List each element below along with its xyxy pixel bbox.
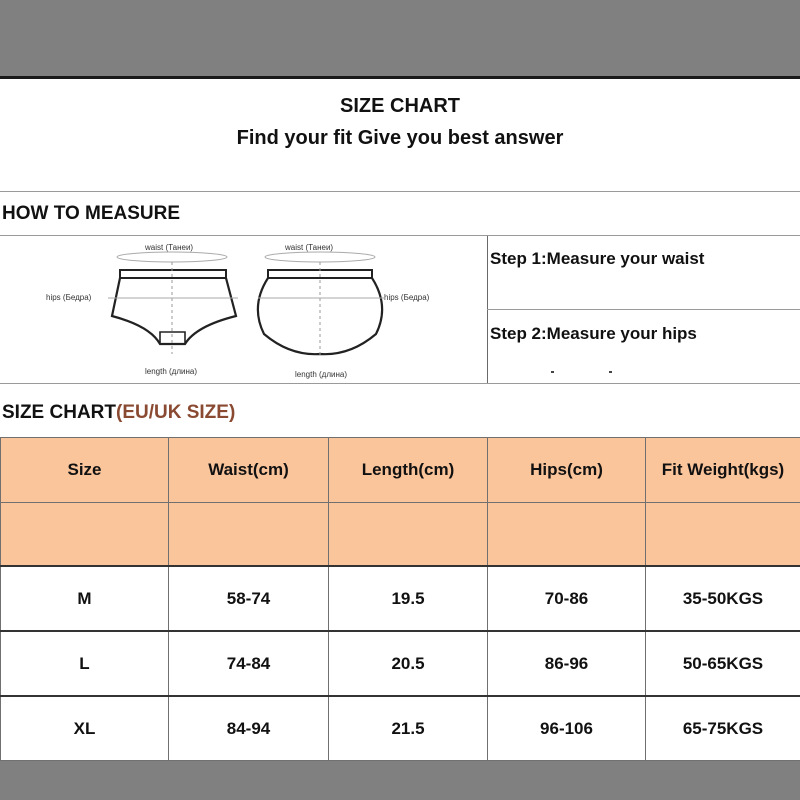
table-header-row — [1, 438, 800, 503]
cell-hips: 96-106 — [488, 696, 646, 761]
cell-size: M — [1, 566, 169, 631]
divider — [0, 383, 800, 384]
cell-waist: 84-94 — [169, 696, 329, 761]
cell-hips: 70-86 — [488, 566, 646, 631]
cell-size: XL — [1, 696, 169, 761]
cell-size: L — [1, 631, 169, 696]
brief-front-icon — [108, 252, 238, 354]
length-label-front: length (длина) — [145, 367, 198, 376]
cell-length: 21.5 — [329, 696, 488, 761]
waist-label-back: waist (Танеи) — [285, 243, 334, 252]
page-title: SIZE CHART — [340, 95, 460, 117]
step-1-text: Step 1:Measure your waist — [490, 249, 705, 268]
waist-label-front: waist (Танеи) — [145, 243, 194, 252]
measure-diagram — [0, 236, 488, 383]
cell-weight: 35-50KGS — [646, 566, 800, 631]
table-row — [1, 696, 800, 761]
dot — [551, 371, 554, 373]
column-header-size: Size — [1, 438, 169, 503]
page-subtitle: Find your fit Give you best answer — [236, 127, 564, 149]
cell-length: 20.5 — [329, 631, 488, 696]
table-row — [1, 631, 800, 696]
column-header-weight: Fit Weight(kgs) — [646, 438, 800, 503]
size-table — [0, 437, 800, 761]
size-chart-heading-main: SIZE CHART — [2, 402, 116, 423]
cell-weight: 65-75KGS — [646, 696, 800, 761]
hips-label-front: hips (Бедра) — [46, 293, 92, 302]
hips-label-back: hips (Бедра) — [384, 293, 430, 302]
column-header-hips: Hips(cm) — [488, 438, 646, 503]
divider — [487, 309, 800, 310]
dot — [609, 371, 612, 373]
cell-hips: 86-96 — [488, 631, 646, 696]
column-header-waist: Waist(cm) — [169, 438, 329, 503]
table-spacer-row — [1, 503, 800, 567]
cell-waist: 74-84 — [169, 631, 329, 696]
underwear-diagram-illustration — [0, 236, 487, 383]
how-to-measure-heading: HOW TO MEASURE — [2, 203, 181, 224]
size-chart-heading-accent: (EU/UK SIZE) — [116, 402, 236, 423]
size-chart-sheet — [0, 76, 800, 758]
brief-back-icon — [258, 252, 384, 358]
cell-waist: 58-74 — [169, 566, 329, 631]
size-chart-heading — [2, 402, 235, 424]
cell-weight: 50-65KGS — [646, 631, 800, 696]
step-2-text: Step 2:Measure your hips — [490, 324, 697, 343]
column-header-length: Length(cm) — [329, 438, 488, 503]
length-label-back: length (длина) — [295, 370, 348, 379]
cell-length: 19.5 — [329, 566, 488, 631]
table-row — [1, 566, 800, 631]
divider — [0, 191, 800, 192]
